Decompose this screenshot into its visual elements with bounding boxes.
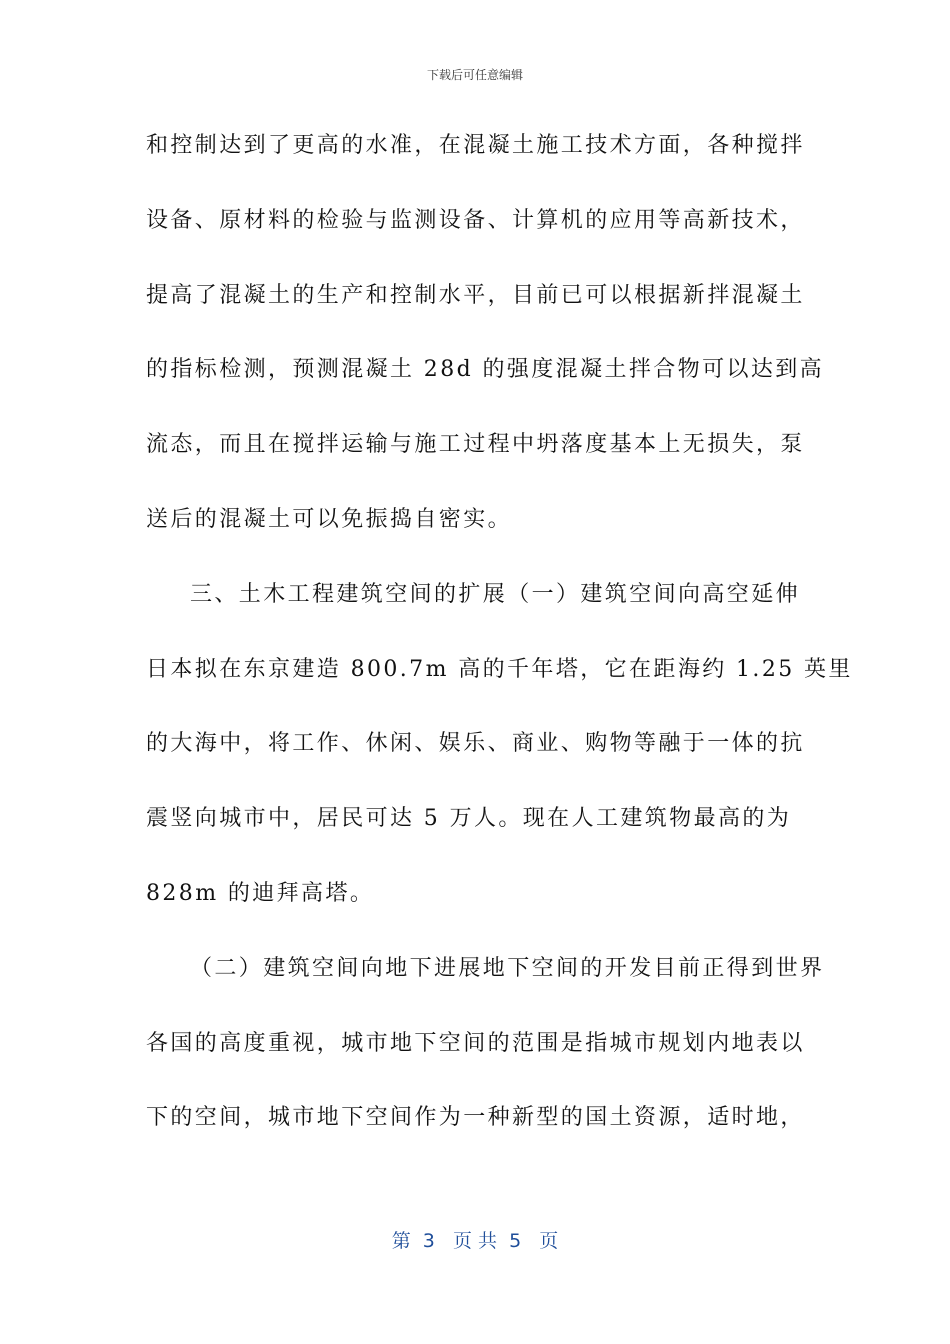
text-line: 流态，而且在搅拌运输与施工过程中坍落度基本上无损失，泵 [146, 432, 805, 458]
text-line: 828m 的迪拜高塔。 [146, 880, 375, 906]
text-line: 送后的混凝土可以免振捣自密实。 [146, 506, 513, 532]
text-line: 日本拟在东京建造 800.7m 高的千年塔，它在距海约 1.25 英里 [146, 656, 853, 682]
page-header: 下载后可任意编辑 [426, 68, 523, 82]
paragraph-start-line: （二）建筑空间向地下进展地下空间的开发目前正得到世界 [190, 955, 825, 981]
text-line: 提高了混凝土的生产和控制水平，目前已可以根据新拌混凝土 [146, 282, 805, 308]
page-number-footer: 第 3 页 共 5 页 [391, 1230, 559, 1252]
text-line: 的大海中，将工作、休闲、娱乐、商业、购物等融于一体的抗 [146, 731, 805, 757]
paragraph-start-line: 三、土木工程建筑空间的扩展（一）建筑空间向高空延伸 [190, 581, 801, 607]
document-body [146, 120, 853, 1167]
text-line: 和控制达到了更高的水准，在混凝土施工技术方面，各种搅拌 [146, 133, 805, 158]
text-line: 的指标检测，预测混凝土 28d 的强度混凝土拌合物可以达到高 [146, 357, 825, 383]
text-line: 震竖向城市中，居民可达 5 万人。现在人工建筑物最高的为 [146, 806, 792, 832]
text-line: 各国的高度重视，城市地下空间的范围是指城市规划内地表以 [146, 1030, 805, 1056]
text-line: 设备、原材料的检验与监测设备、计算机的应用等高新技术， [146, 207, 805, 233]
text-line: 下的空间，城市地下空间作为一种新型的国土资源，适时地， [146, 1105, 805, 1131]
